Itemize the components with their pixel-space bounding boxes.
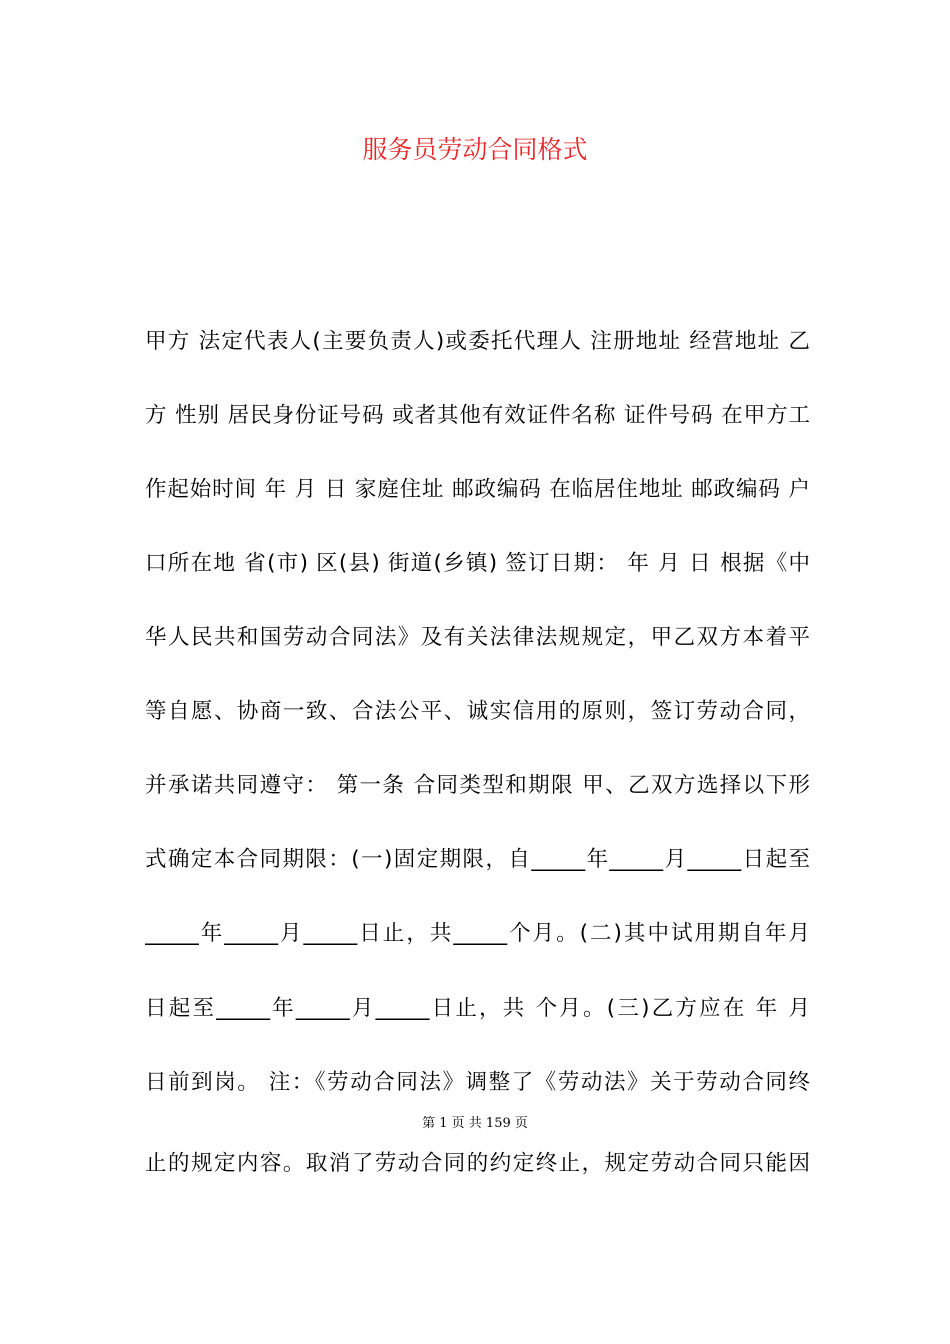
body-line-11: 日前到岗。 注：《劳动合同法》调整了《劳动法》关于劳动合同终 <box>145 1070 810 1095</box>
body-line-12: 止的规定内容。取消了劳动合同的约定终止，规定劳动合同只能因 <box>145 1151 810 1176</box>
document-title: 服务员劳动合同格式 <box>362 135 588 164</box>
body-line-1: 甲方 法定代表人(主要负责人)或委托代理人 注册地址 经营地址 乙 <box>145 329 810 354</box>
body-line-8: 式确定本合同期限：(一)固定期限，自_____年_____月_____日起至 <box>145 847 810 872</box>
body-line-6: 等自愿、协商一致、合法公平、诚实信用的原则，签订劳动合同， <box>145 699 810 724</box>
page-number-footer: 第 1 页 共 159 页 <box>422 1116 528 1131</box>
body-line-3: 作起始时间 年 月 日 家庭住址 邮政编码 在临居住地址 邮政编码 户 <box>145 477 810 502</box>
body-line-9: _____年_____月_____日止，共_____个月。(二)其中试用期自年月 <box>145 921 810 946</box>
body-line-2: 方 性别 居民身份证号码 或者其他有效证件名称 证件号码 在甲方工 <box>145 403 810 428</box>
body-line-7: 并承诺共同遵守： 第一条 合同类型和期限 甲、乙双方选择以下形 <box>145 773 810 798</box>
body-line-4: 口所在地 省(市) 区(县) 街道(乡镇) 签订日期： 年 月 日 根据《中 <box>145 551 810 576</box>
body-line-10: 日起至_____年_____月_____日止，共 个月。(三)乙方应在 年 月 <box>145 996 810 1021</box>
body-line-5: 华人民共和国劳动合同法》及有关法律法规规定，甲乙双方本着平 <box>145 625 810 650</box>
